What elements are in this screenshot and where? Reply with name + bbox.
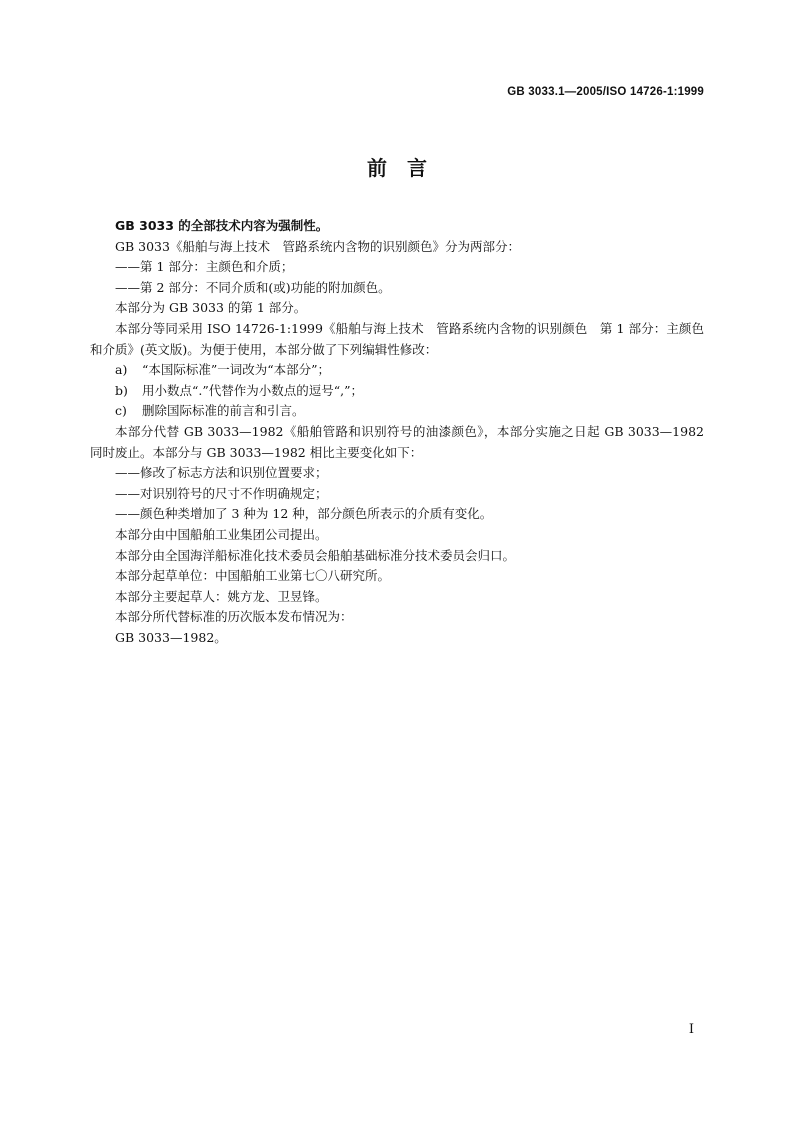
edit-marker: a) [115, 362, 128, 378]
history-item: GB 3033—1982。 [115, 629, 227, 645]
part-2-item: ——第 2 部分：不同介质和(或)功能的附加颜色。 [115, 279, 391, 295]
proposer-statement: 本部分由中国船舶工业集团公司提出。 [115, 526, 328, 542]
edit-text: 用小数点“.”代替作为小数点的逗号“,”； [142, 382, 364, 398]
series-description: GB 3033《船舶与海上技术 管路系统内含物的识别颜色》分为两部分： [115, 238, 520, 254]
adoption-statement: 本部分等同采用 ISO 14726-1:1999《船舶与海上技术 管路系统内含物的识别颜色 第 1 部分：主颜色和介质》(英文版)。为便于使用，本部分做了下列编辑性修改： [90, 320, 704, 357]
part-statement: 本部分为 GB 3033 的第 1 部分。 [115, 300, 307, 316]
mandatory-statement: GB 3033 的全部技术内容为强制性。 [115, 218, 329, 233]
part-1-item: ——第 1 部分：主颜色和介质； [115, 259, 294, 275]
edit-item-c [90, 401, 704, 422]
replacement-statement: 本部分代替 GB 3033—1982《船舶管路和识别符号的油漆颜色》，本部分实施之日起 GB 3033—1982 同时废止。本部分与 GB 3033—1982 相比主要变化如下： [90, 423, 704, 460]
drafters: 本部分主要起草人：姚方龙、卫昱锋。 [115, 588, 328, 604]
edit-marker: b) [115, 382, 128, 398]
change-item: ——对识别符号的尺寸不作明确规定； [115, 485, 328, 501]
history-heading: 本部分所代替标准的历次版本发布情况为： [115, 609, 353, 625]
edit-marker: c) [115, 403, 127, 419]
edit-text: 删除国际标准的前言和引言。 [142, 403, 305, 419]
page-number: I [688, 1022, 694, 1037]
drafting-unit: 本部分起草单位：中国船舶工业第七〇八研究所。 [115, 568, 391, 584]
foreword-body [90, 216, 704, 648]
administrator-statement: 本部分由全国海洋船标准化技术委员会船舶基础标准分技术委员会归口。 [115, 547, 516, 563]
edit-item-a [90, 360, 704, 381]
standard-code-header: GB 3033.1—2005/ISO 14726-1:1999 [507, 86, 704, 98]
edit-item-b [90, 381, 704, 402]
change-item: ——修改了标志方法和识别位置要求； [115, 465, 328, 481]
change-item: ——颜色种类增加了 3 种为 12 种，部分颜色所表示的介质有变化。 [115, 506, 493, 522]
page-title: 前 言 [367, 156, 427, 180]
edit-text: “本国际标准”一词改为“本部分”； [142, 362, 331, 378]
